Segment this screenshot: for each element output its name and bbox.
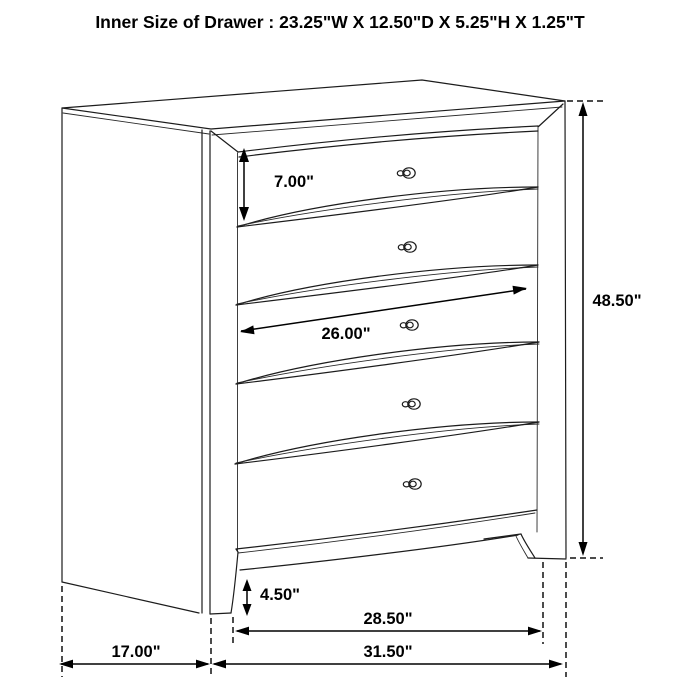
arrow-down-icon [243,604,252,616]
right-foot-flare-outer [521,534,535,558]
knob3-face [407,322,413,328]
divider4-mid [236,424,539,463]
drawer-knob-4 [402,399,420,409]
arrow-right-icon [549,660,563,669]
arrow-right-icon [513,286,528,295]
drawer-divider-4 [235,422,539,464]
divider4-lower [235,422,539,464]
drawer-divider-3 [236,342,539,384]
dimension-overall-height [567,101,642,558]
knob5-face [410,481,416,487]
divider3-lower [236,342,539,384]
left-foot-bottom [210,613,231,614]
arrow-left-icon [235,627,249,636]
side-panel-bottom-edge [62,582,199,613]
divider1-lower [237,187,538,227]
drawer-knob-5 [403,479,421,489]
arrow-left-icon [240,325,255,334]
divider4-upper [235,422,539,464]
dim-label-overall-width: 31.50" [363,643,413,661]
arrow-right-icon [528,627,542,636]
apron-top-inner [238,513,535,553]
drawer-knob-1 [397,168,415,178]
frame-miter-right [538,104,563,127]
right-foot-flare-inner [516,536,528,558]
left-foot-curve [231,552,238,613]
divider3-mid [237,344,539,383]
arrow-right-icon [196,660,210,669]
arrow-left-icon [212,660,226,669]
dimension-side-depth [59,586,210,677]
divider2-lower [236,265,538,305]
drawer-divider-2 [236,265,538,305]
dimension-foot-height [243,579,300,616]
dim-label-feet-span-width: 28.50" [363,610,413,628]
chest-right-edge [565,101,566,558]
right-foot-bottom [528,558,566,559]
dim-label-top-drawer-height: 7.00" [274,173,314,191]
chest-top-bevel-left [63,113,209,134]
dimension-drawer-front-width [240,286,527,343]
drawer1-top-curve-inner [239,131,538,157]
arrow-down-icon [579,542,588,556]
knob1-face [404,170,410,176]
right-foot-diagonal [484,534,521,539]
arrow-up-icon [243,579,252,591]
knob4-face [409,401,415,407]
arrow-down-icon [239,207,249,221]
arrow-left-icon [59,660,73,669]
dim-label-drawer-front-width: 26.00" [321,325,371,343]
drawer-knob-3 [400,320,418,330]
dim-label-overall-height: 48.50" [592,292,642,310]
apron-bottom [240,535,518,570]
page-title: Inner Size of Drawer : 23.25"W X 12.50"D X 5.25"H X 1.25"T [95,12,585,32]
divider3-upper [236,342,539,384]
chest-top-bevel-front [212,107,562,135]
drawer-divider-1 [237,187,538,227]
dim-label-side-depth: 17.00" [111,643,161,661]
arrow-up-icon [239,148,249,162]
drawer-knob-2 [398,242,416,252]
arrow-up-icon [579,102,588,116]
dim-label-foot-height: 4.50" [260,586,300,604]
knob2-face [405,244,411,250]
apron-top [236,510,537,549]
drawer1-top-curve [238,126,538,152]
chest-drawing [62,80,566,614]
chest-top-surface [62,80,565,129]
